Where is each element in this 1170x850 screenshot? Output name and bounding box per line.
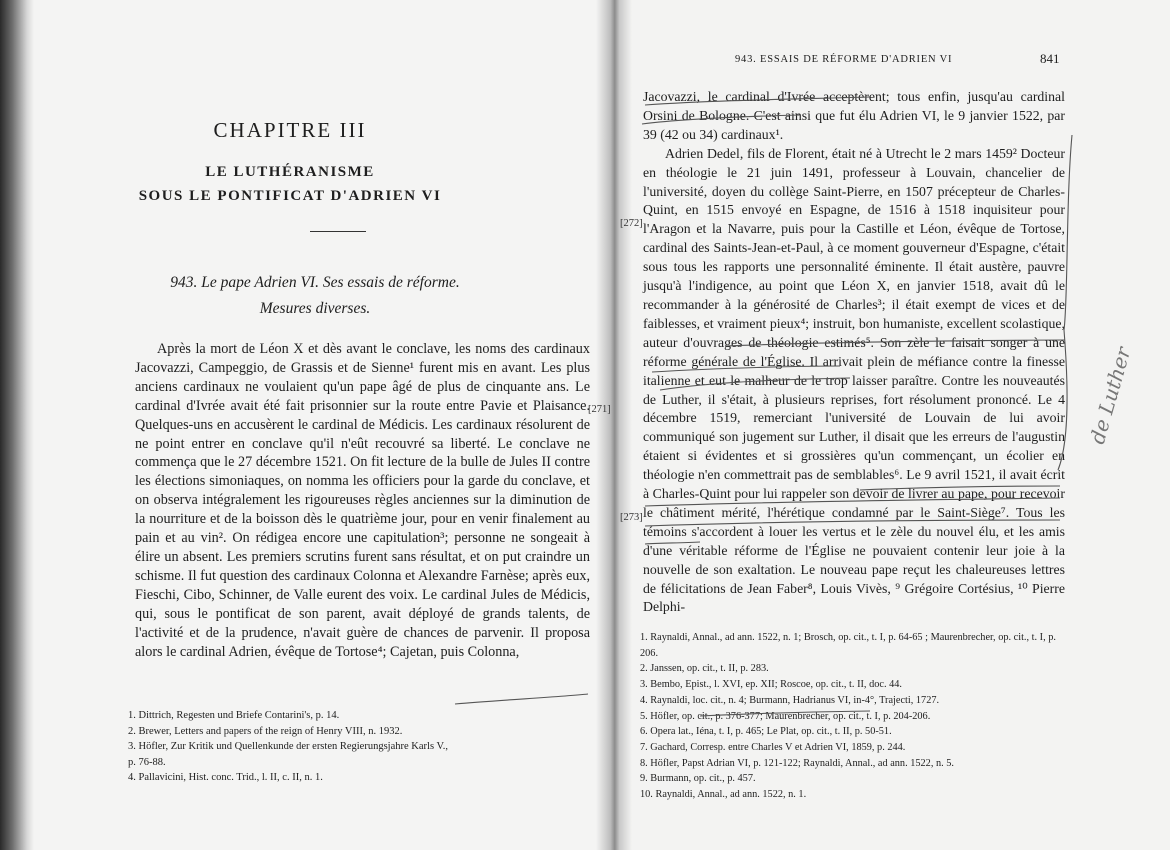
right-paragraph-1: Jacovazzi, le cardinal d'Ivrée acceptèrent; tous enfin, jusqu'au cardinal Orsini de Bologne. C'est ainsi que fut élu Adrien VI, le 9 janvier 1522, par 39 (42 ou 34) cardinaux¹. [643,89,1065,142]
footnote: 10. Raynaldi, Annal., ad ann. 1522, n. 1. [640,789,807,801]
footnote: 2. Janssen, op. cit., t. II, p. 283. [640,663,769,675]
footnote: 3. Höfler, Zur Kritik und Quellenkunde der ersten Regierungsjahre Karls V., [128,741,448,753]
chapter-title-line1: LE LUTHÉRANISME [205,164,375,180]
right-paragraph-2: Adrien Dedel, fils de Florent, était né à Utrecht le 2 mars 1459² Docteur en théologie le 21 juin 1491, professeur à Louvain, chancelier de l'université, doyen du collège Saint-Pierre, en 1507 précepteur de Charles-Quint, en 1515 envoyé en Espagne, de 1516 à 1518 inquisiteur pour l'Aragon et la Navarre, puis pour la Castille et Léon, évêque de Tortose, cardinal des Saints-Jean-et-Paul, à ce moment gouverneur d'Espagne, c'était sous tous les rapports une personnalité éminente. Il était austère, pauvre jusqu'à l'indigence, au point que Léon X, en janvier 1518, avait dû le recommander à la générosité de Charles³; il était exempt de vices et de faiblesses, et vraiment pieux⁴; instruit, bon humaniste, excellent scolastique, auteur d'ouvrages de théologie estimés⁵. Son zèle le faisait songer à une réforme générale de l'Église. Il arrivait plein de méfiance contre la finesse italienne et eut le malheur de le trop laisser paraître. Contre les nouveautés de Luther, il s'était, à plusieurs reprises, fort résolument prononcé. Le 4 décembre 1519, remerciant l'université de Louvain de lui avoir communiqué son jugement sur Luther, il disait que les erreurs de l'augustin étaient si évidentes et si grossières qu'un commençant, un écolier en théologie n'en commettrait pas de semblables⁶. Le 9 avril 1521, il avait écrit à Charles-Quint pour lui rappeler son devoir de livrer au pape, pour recevoir le châtiment mérité, l'hérétique condamné par le Saint-Siège⁷. Tous les témoins s'accordent à louer les vertus et le zèle du nouvel élu, et les amis d'une véritable réforme de l'Église ne pouvaient contenir leur joie à la nouvelle de son exaltation. Le nouveau pape reçut les chaleureuses lettres de félicitations de Jean Faber⁸, Louis Vivès, ⁹ Grégoire Cortésius, ¹⁰ Pierre Delphi- [643,145,1065,615]
underline-mark [860,486,1060,490]
chapter-title-line2: SOUS LE PONTIFICAT D'ADRIEN VI [138,188,442,204]
margin-reference: [272] [620,218,643,229]
footnote: 5. Höfler, op. cit., p. 376-377; Maurenbrecher, op. cit., t. I, p. 204-206. [640,710,931,722]
section-heading-line1: 943. Le pape Adrien VI. Ses essais de réforme. [170,274,460,291]
underline-mark [455,694,588,704]
section-heading-line2: Mesures diverses. [259,300,371,317]
underline-mark [645,498,1060,506]
margin-reference: [273] [620,512,643,523]
footnote: p. 76-88. [128,756,166,768]
underline-mark [645,97,870,105]
underline-mark [652,366,840,372]
running-head: 943. ESSAIS DE RÉFORME D'ADRIEN VI [735,54,953,65]
bracket-mark [1058,135,1072,470]
footnote: 9. Burmann, op. cit., p. 457. [640,773,756,785]
chapter-label: CHAPITRE III [213,118,367,142]
handwritten-note: de Luther [1085,344,1136,447]
underline-mark [700,711,870,716]
underline-mark [645,520,1060,526]
underline-mark [642,115,800,124]
footnote: 1. Dittrich, Regesten und Briefe Contarini's, p. 14. [128,710,340,721]
footnote: 8. Höfler, Papst Adrian VI, p. 121-122; Raynaldi, Annal., ad ann. 1522, n. 5. [640,757,954,769]
margin-reference: [271] [588,404,611,415]
underline-mark [660,378,850,390]
footnote: 4. Pallavicini, Hist. conc. Trid., l. II, c. II, n. 1. [128,772,323,784]
footnote: 3. Bembo, Epist., l. XVI, ep. XII; Roscoe, op. cit., t. II, doc. 44. [640,679,902,691]
footnote: 6. Opera lat., Iéna, t. I, p. 465; Le Plat, op. cit., t. II, p. 50-51. [640,726,892,738]
underline-mark [725,340,1065,346]
footnote: 7. Gachard, Corresp. entre Charles V et Adrien VI, 1859, p. 244. [640,741,906,753]
footnote: 2. Brewer, Letters and papers of the reign of Henry VIII, n. 1932. [128,725,403,737]
underline-mark [645,542,700,544]
footnote: 1. Raynaldi, Annal., ad ann. 1522, n. 1; Brosch, op. cit., t. I, p. 64-65 ; Maurenbrecher, op. cit., t. I, p. 206. [640,632,1056,659]
page-number: 841 [1040,51,1060,66]
left-paragraph: Après la mort de Léon X et dès avant le conclave, les noms des cardinaux Jacovazzi, Campeggio, de Grassis et de Sienne¹ furent mis en avant. Les plus anciens cardinaux ne voulaient qu'un pape âgé de plus de cinquante ans. Le cardinal d'Ivrée avait été fait prisonnier sur la route entre Pavie et Plaisance. Quelques-uns en accusèrent le cardinal de Médicis. Les cardinaux résolurent de ne point entrer en conclave qu'il n'eût recouvré sa liberté. Le conclave ne commença que le 27 décembre 1521. On fit lecture de la bulle de Jules II contre les élections simoniaques, on nomma les officiers pour la garde du conclave, et on observa intégralement les rigoureuses règles anciennes sur la diminution de la nourriture et de la boisson dès le quatrième jour, pour en venir finalement au pain et au vin². On rédigea encore une capitulation³; personne ne songeait à élire un absent. Les premiers scrutins furent sans résultat, et on put craindre un schisme. Il fut question des cardinaux Colonna et Alexandre Farnèse; après eux, Fieschi, Cibo, Schinner, de Valle eurent des voix. Le cardinal Jules de Médicis, qui, sous le pontificat de son parent, avait déployé de grands talents, de l'activité et de la prudence, n'avait guère de chances de parvenir. Il proposa alors le cardinal Adrien, évêque de Tortose⁴; Cajetan, puis Colonna, [135,341,590,660]
footnote: 4. Raynaldi, loc. cit., n. 4; Burmann, Hadrianus VI, in-4°, Trajecti, 1727. [640,694,940,706]
